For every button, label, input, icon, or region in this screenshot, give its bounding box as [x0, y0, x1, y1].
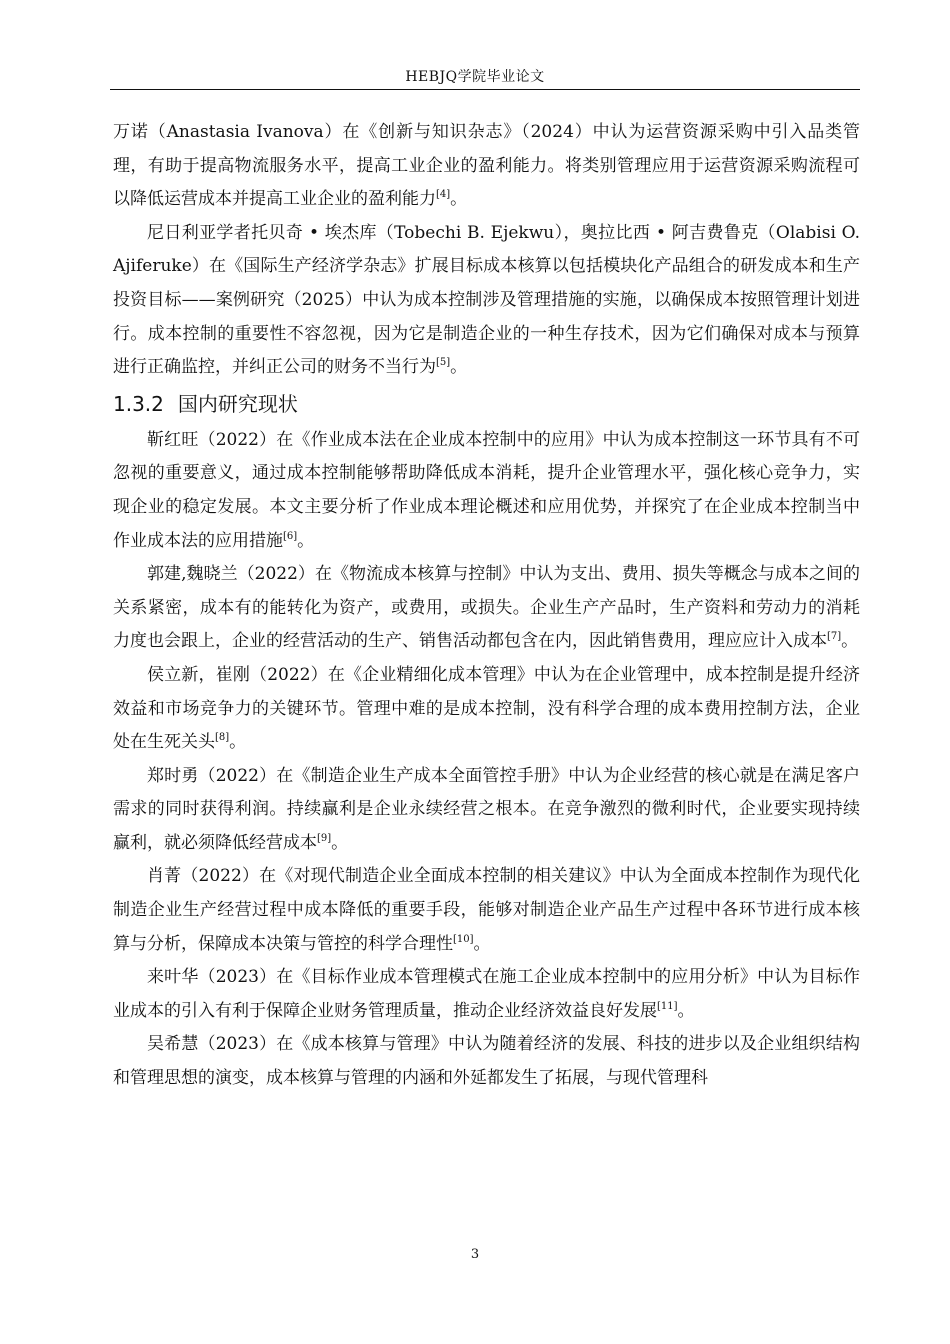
page-number: 3	[470, 1247, 480, 1262]
paragraph: 郑时勇（2022）在《制造企业生产成本全面管控手册》中认为企业经营的核心就是在满足客户需求的同时获得利润。持续赢利是企业永续经营之根本。在竞争激烈的微利时代，企业要实现持续赢利，就必须降低经营成本[9]。	[113, 765, 860, 853]
citation-ref: [8]	[215, 732, 230, 744]
paragraph: 侯立新，崔刚（2022）在《企业精细化成本管理》中认为在企业管理中，成本控制是提升经济效益和市场竞争力的关键环节。管理中难的是成本控制，没有科学合理的成本费用控制方法，企业处在生死关头[8]。	[113, 664, 860, 753]
citation-ref: [9]	[317, 832, 332, 844]
paragraph: 肖菁（2022）在《对现代制造企业全面成本控制的相关建议》中认为全面成本控制作为现代化制造企业生产经营过程中成本降低的重要手段，能够对制造企业产品生产过程中各环节进行成本核算与分析，保障成本决策与管控的科学合理性[10]。	[113, 866, 860, 954]
paragraph: 郭建,魏晓兰（2022）在《物流成本核算与控制》中认为支出、费用、损失等概念与成本之间的关系紧密，成本有的能转化为资产，或费用，或损失。企业生产产品时，生产资料和劳动力的消耗力度也会跟上，企业的经营活动的生产、销售活动都包含在内，因此销售费用，理应应计入成本[7]。	[113, 564, 860, 652]
citation-ref: [5]	[436, 357, 451, 369]
section-heading	[113, 387, 860, 421]
running-header: HEBJQ学院毕业论文	[405, 69, 545, 85]
header-divider	[110, 89, 860, 90]
section-title: 国内研究现状	[177, 391, 298, 416]
paragraph: 靳红旺（2022）在《作业成本法在企业成本控制中的应用》中认为成本控制这一环节具有不可忽视的重要意义，通过成本控制能够帮助降低成本消耗，提升企业管理水平，强化核心竞争力，实现企业的稳定发展。本文主要分析了作业成本理论概述和应用优势，并探究了在企业成本控制当中作业成本法的应用措施[6]。	[113, 429, 860, 551]
citation-ref: [7]	[827, 631, 842, 643]
paragraph: 尼日利亚学者托贝奇 • 埃杰库（Tobechi B. Ejekwu），奥拉比西 • 阿吉费鲁克（Olabisi O. Ajiferuke）在《国际生产经济学杂志》扩展目标成本核算以包括模块化产品组合的研发成本和生产投资目标——案例研究（2025）中认为成本控制涉及管理措施的实施，以确保成本按照管理计划进行。成本控制的重要性不容忽视，因为它是制造企业的一种生存技术，因为它们确保对成本与预算进行正确监控，并纠正公司的财务不当行为[5]。	[113, 222, 860, 378]
paragraph: 万诺（Anastasia Ivanova）在《创新与知识杂志》（2024）中认为运营资源采购中引入品类管理，有助于提高物流服务水平，提高工业企业的盈利能力。将类别管理应用于运营资源采购流程可以降低运营成本并提高工业企业的盈利能力[4]。	[113, 122, 860, 210]
document-body	[113, 116, 860, 1096]
citation-ref: [11]	[657, 1000, 678, 1012]
paragraph: 来叶华（2023）在《目标作业成本管理模式在施工企业成本控制中的应用分析》中认为目标作业成本的引入有利于保障企业财务管理质量，推动企业经济效益良好发展[11]。	[113, 967, 860, 1021]
paragraph: 吴希慧（2023）在《成本核算与管理》中认为随着经济的发展、科技的进步以及企业组织结构和管理思想的演变，成本核算与管理的内涵和外延都发生了拓展，与现代管理科	[113, 1034, 860, 1089]
section-number: 1.3.2	[113, 391, 164, 416]
citation-ref: [4]	[436, 189, 451, 201]
citation-ref: [10]	[453, 933, 474, 945]
citation-ref: [6]	[283, 530, 298, 542]
